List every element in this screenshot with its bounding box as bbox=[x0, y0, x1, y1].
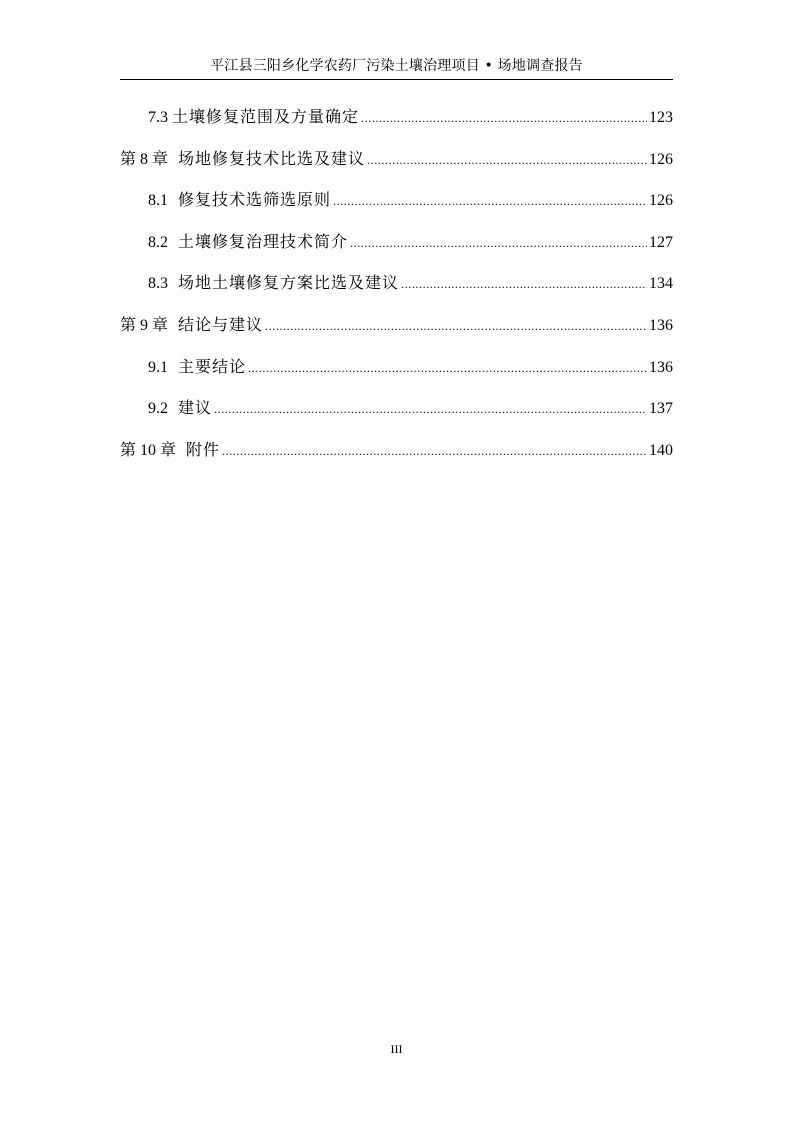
toc-entry-page: 134 bbox=[649, 275, 673, 292]
toc-entry[interactable] bbox=[148, 106, 673, 128]
toc-entry[interactable] bbox=[148, 397, 673, 419]
toc-entry-number: 9.2 bbox=[148, 400, 168, 417]
toc-entry-number: 第 10 章 bbox=[120, 442, 177, 459]
page-footer bbox=[0, 1042, 793, 1057]
toc-entry-title: 土壤修复范围及方量确定 bbox=[172, 107, 360, 126]
toc-entry-title: 结论与建议 bbox=[178, 315, 264, 334]
toc-leader-dots bbox=[265, 315, 647, 337]
toc-entry-page: 137 bbox=[649, 400, 673, 417]
toc-leader-dots bbox=[350, 232, 647, 254]
toc-leader-dots bbox=[401, 273, 647, 295]
toc-entry-page: 136 bbox=[649, 359, 673, 376]
toc-entry-number: 第 8 章 bbox=[120, 151, 169, 168]
toc-entry-number: 第 9 章 bbox=[120, 317, 169, 334]
toc-entry-number: 8.3 bbox=[148, 275, 168, 292]
toc-leader-dots bbox=[367, 149, 647, 171]
header-title: 平江县三阳乡化学农药厂污染土壤治理项目 • 场地调查报告 bbox=[210, 58, 583, 74]
page-number: III bbox=[390, 1042, 403, 1056]
toc-entry-title: 附件 bbox=[186, 440, 221, 459]
toc-entry-title: 场地修复技术比选及建议 bbox=[178, 149, 366, 168]
toc-leader-dots bbox=[248, 357, 647, 379]
toc-entry-title: 场地土壤修复方案比选及建议 bbox=[178, 273, 400, 292]
toc-entry[interactable] bbox=[148, 356, 673, 378]
toc-entry[interactable] bbox=[148, 189, 673, 211]
toc-entry-title: 土壤修复治理技术简介 bbox=[178, 232, 349, 251]
toc-entry-number: 8.2 bbox=[148, 234, 168, 251]
toc-entry-title: 主要结论 bbox=[178, 357, 247, 376]
toc-entry[interactable] bbox=[120, 439, 673, 461]
toc-entry[interactable] bbox=[120, 148, 673, 170]
toc-leader-dots bbox=[214, 398, 647, 420]
toc-leader-dots bbox=[333, 190, 647, 212]
toc-entry-page: 123 bbox=[649, 109, 673, 126]
toc-entry-title: 修复技术选筛选原则 bbox=[178, 190, 332, 209]
toc-entry[interactable] bbox=[148, 231, 673, 253]
toc-entry-page: 126 bbox=[649, 192, 673, 209]
toc-entry-number: 8.1 bbox=[148, 192, 168, 209]
toc-entry-page: 136 bbox=[649, 317, 673, 334]
toc-entry-number: 9.1 bbox=[148, 359, 168, 376]
toc-entry-title: 建议 bbox=[178, 398, 213, 417]
toc-entry-page: 140 bbox=[649, 442, 673, 459]
toc-entry[interactable] bbox=[120, 314, 673, 336]
toc-entry-page: 127 bbox=[649, 234, 673, 251]
toc-entry-number: 7.3 bbox=[148, 109, 168, 126]
toc-entry[interactable] bbox=[148, 272, 673, 294]
page-header bbox=[120, 55, 673, 80]
toc-entry-page: 126 bbox=[649, 151, 673, 168]
toc-leader-dots bbox=[361, 107, 647, 129]
toc-leader-dots bbox=[222, 440, 647, 462]
